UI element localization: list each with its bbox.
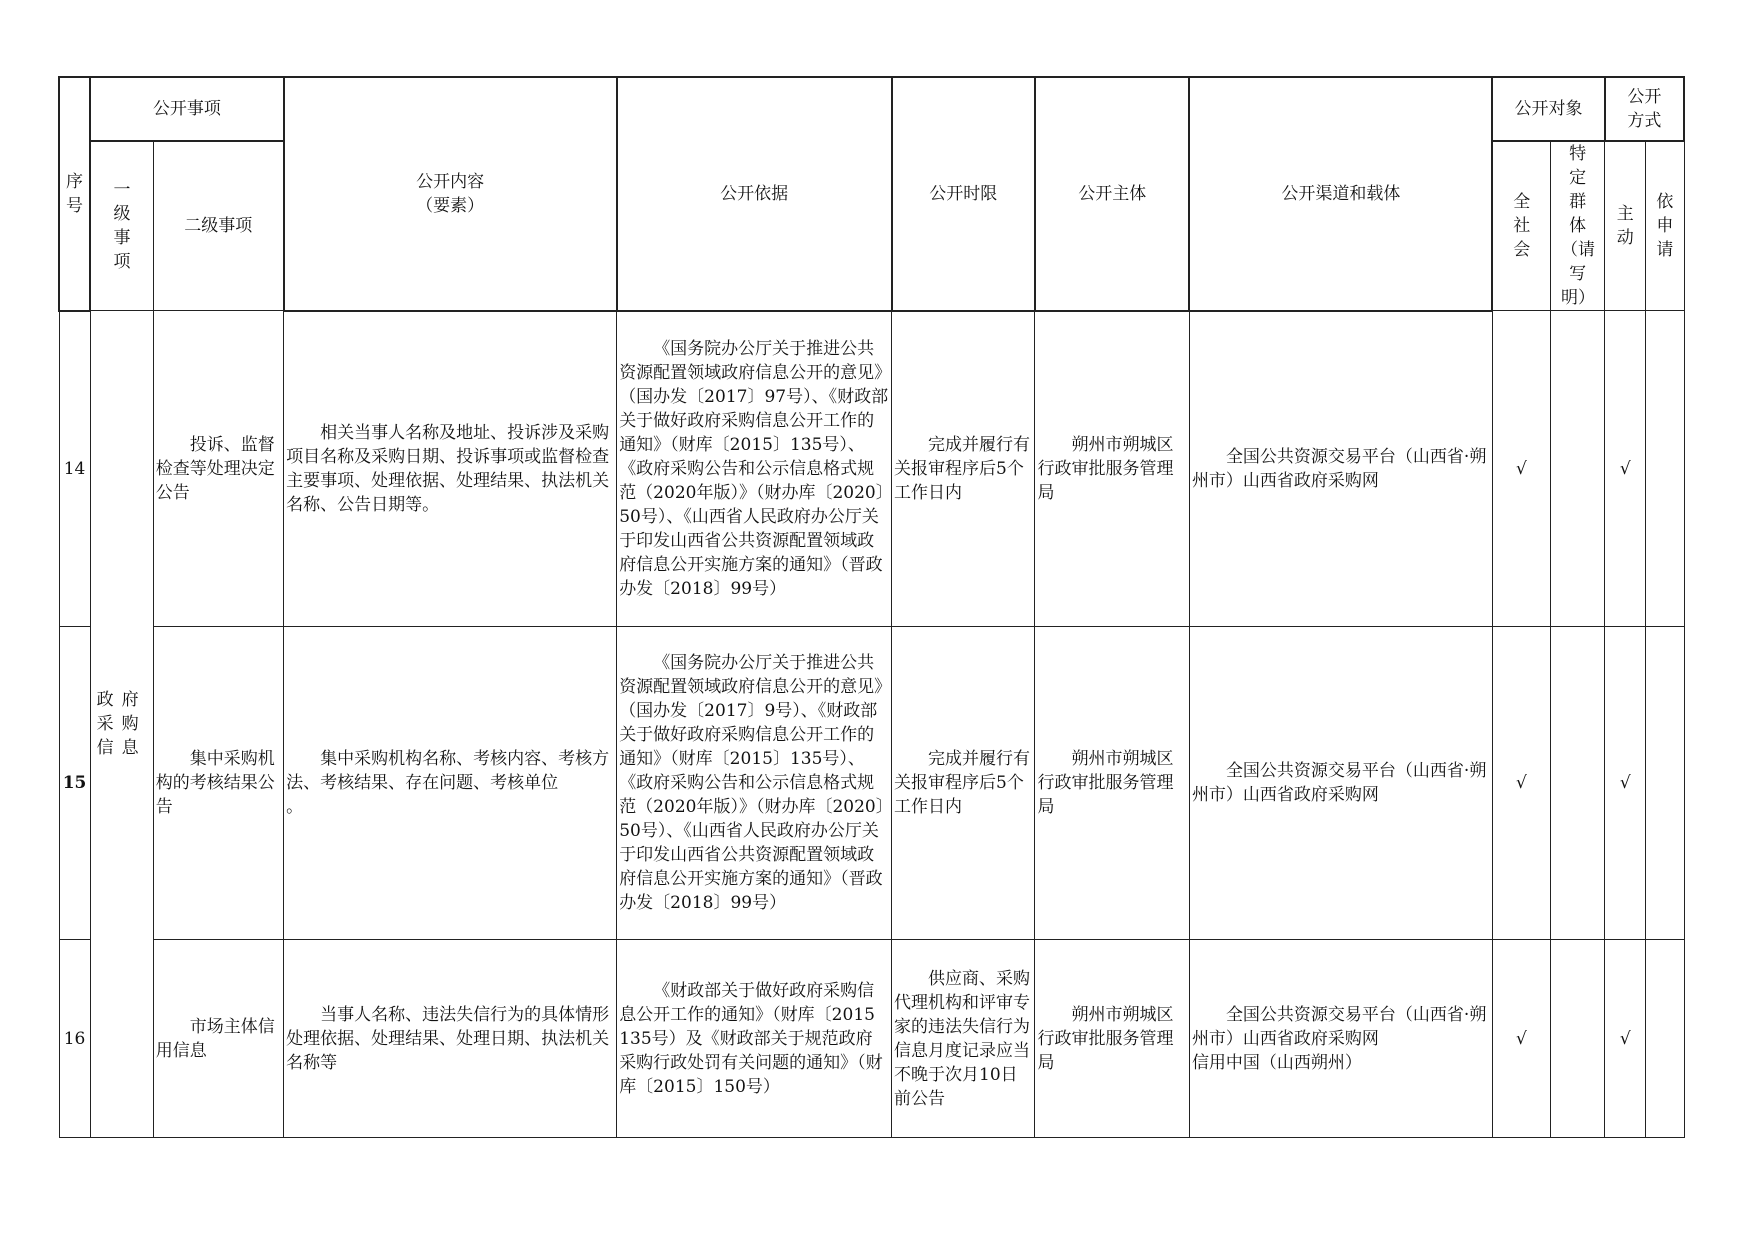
header-channel: 公开渠道和载体	[1189, 77, 1492, 311]
header-group-target: 公开对象	[1492, 77, 1604, 141]
header-active: 主动	[1605, 141, 1646, 311]
header-seq: 序号	[59, 77, 90, 311]
specific-group-cell	[1551, 627, 1605, 940]
channel-cell: 全国公共资源交易平台（山西省·朔州市）山西省政府采购网	[1189, 311, 1492, 627]
header-basis: 公开依据	[617, 77, 892, 311]
content-cell: 当事人名称、违法失信行为的具体情形处理依据、处理结果、处理日期、执法机关名称等	[284, 940, 617, 1138]
row-number: 15	[59, 627, 90, 940]
header-level2: 二级事项	[153, 141, 283, 311]
table-row	[59, 627, 1684, 940]
by-request-cell	[1646, 940, 1684, 1138]
subject-cell: 朔州市朔城区行政审批服务管理局	[1035, 627, 1189, 940]
time-limit-cell: 完成并履行有关报审程序后5个工作日内	[892, 311, 1035, 627]
table-row	[59, 311, 1684, 627]
header-whole-society: 全社会	[1492, 141, 1550, 311]
whole-society-check: √	[1492, 940, 1550, 1138]
channel-cell: 全国公共资源交易平台（山西省·朔州市）山西省政府采购网 信用中国（山西朔州）	[1189, 940, 1492, 1138]
basis-cell: 《财政部关于做好政府采购信息公开工作的通知》（财库〔2015 135号）及《财政部关于规范政府采购行政处罚有关问题的通知》（财库〔2015〕150号）	[617, 940, 892, 1138]
row-number: 16	[59, 940, 90, 1138]
subject-cell: 朔州市朔城区行政审批服务管理局	[1035, 311, 1189, 627]
header-row-1	[59, 77, 1684, 141]
by-request-cell	[1646, 627, 1684, 940]
basis-cell: 《国务院办公厅关于推进公共资源配置领域政府信息公开的意见》（国办发〔2017〕9号）、《财政部关于做好政府采购信息公开工作的通知》（财库〔2015〕135号）、《政府采购公告和公示信息格式规范（2020年版）》（财办库〔2020〕50号）、《山西省人民政府办公厅关于印发山西省公共资源配置领域政府信息公开实施方案的通知》（晋政办发〔2018〕99号）	[617, 627, 892, 940]
specific-group-cell	[1551, 311, 1605, 627]
level2-cell: 集中采购机构的考核结果公告	[153, 627, 283, 940]
specific-group-cell	[1551, 940, 1605, 1138]
active-check: √	[1605, 311, 1646, 627]
basis-cell: 《国务院办公厅关于推进公共资源配置领域政府信息公开的意见》（国办发〔2017〕97号）、《财政部关于做好政府采购信息公开工作的通知》（财库〔2015〕135号）、《政府采购公告和公示信息格式规范（2020年版）》（财办库〔2020〕50号）、《山西省人民政府办公厅关于印发山西省公共资源配置领域政府信息公开实施方案的通知》（晋政办发〔2018〕99号）	[617, 311, 892, 627]
content-cell: 相关当事人名称及地址、投诉涉及采购项目名称及采购日期、投诉事项或监督检查主要事项、处理依据、处理结果、执法机关名称、公告日期等。	[284, 311, 617, 627]
header-by-request: 依申请	[1646, 141, 1684, 311]
header-content: 公开内容 （要素）	[284, 77, 617, 311]
whole-society-check: √	[1492, 627, 1550, 940]
header-specific-group: 特定群体（请写明）	[1551, 141, 1605, 311]
time-limit-cell: 完成并履行有关报审程序后5个工作日内	[892, 627, 1035, 940]
header-group-method: 公开方式	[1605, 77, 1684, 141]
subject-cell: 朔州市朔城区行政审批服务管理局	[1035, 940, 1189, 1138]
time-limit-cell: 供应商、采购代理机构和评审专家的违法失信行为信息月度记录应当不晚于次月10日前公告	[892, 940, 1035, 1138]
level2-cell: 市场主体信用信息	[153, 940, 283, 1138]
active-check: √	[1605, 940, 1646, 1138]
header-level1: 一级事项	[90, 141, 153, 311]
table-row	[59, 940, 1684, 1138]
level1-cell: 政府采购信息	[90, 311, 153, 1138]
header-time-limit: 公开时限	[892, 77, 1035, 311]
disclosure-table	[58, 76, 1685, 1138]
header-subject: 公开主体	[1035, 77, 1189, 311]
row-number: 14	[59, 311, 90, 627]
content-cell: 集中采购机构名称、考核内容、考核方法、考核结果、存在问题、考核单位 。	[284, 627, 617, 940]
header-group-matter: 公开事项	[90, 77, 284, 141]
by-request-cell	[1646, 311, 1684, 627]
active-check: √	[1605, 627, 1646, 940]
whole-society-check: √	[1492, 311, 1550, 627]
channel-cell: 全国公共资源交易平台（山西省·朔州市）山西省政府采购网	[1189, 627, 1492, 940]
level2-cell: 投诉、监督检查等处理决定公告	[153, 311, 283, 627]
